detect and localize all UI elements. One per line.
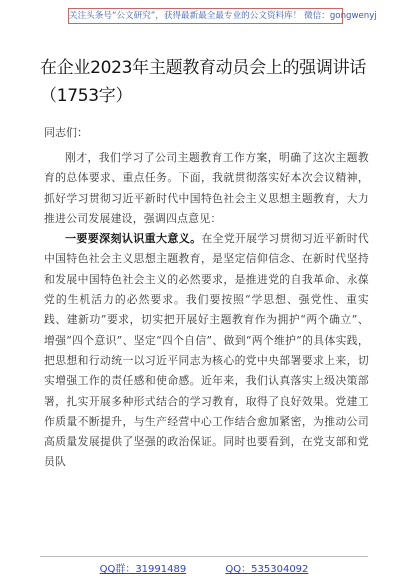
footer — [0, 560, 408, 575]
footer-divider — [40, 556, 368, 557]
document-title: 在企业2023年主题教育动员会上的强调讲话（1753字） — [40, 58, 366, 106]
point-one-body: 在全党开展学习贯彻习近平新时代中国特色社会主义思想主题教育，是坚定信仰信念、在新时代坚持和发展中国特色社会主义的必然要求，是推进党的自我革命、永葆党的生机活力的必然要求。我们要按照“学思想、强党性、重实践、建新功”要求，切实把开展好主题教育作为拥护“两个确立”、增强“四个意识”、坚定“四个自信”、做到“两个维护”的具体实践，把思想和行动统一以习近平同志为核心的党中央部署要求上来，切实增强工作的责任感和使命感。近年来，我们认真落实上级决策部署，扎实开展多种形式结合的学习教育，取得了良好效果。党建工作质量不断提升，与生产经营中心工作结合愈加紧密，为推动公司高质量发展提供了坚强的政治保证。同时也要看到，在党支部和党员队 — [44, 232, 369, 469]
point-one-heading: 一要要深刻认识重大意义。 — [65, 232, 202, 246]
footer-qq[interactable]: QQ：535304092 — [225, 564, 309, 575]
paragraph-intro: 刚才，我们学习了公司主题教育工作方案，明确了这次主题教育的总体要求、重点任务。下面，我就贯彻落实好本次会议精神，抓好学习贯彻习近平新时代中国特色社会主义思想主题教育，大力推进公司发展建设，强调四点意见： — [44, 151, 369, 225]
header-note: 关注头条号“公文研究”，获得最新最全最专业的公文资料库！ 微信：gongwenyj — [68, 8, 343, 24]
footer-qq-group[interactable]: QQ群：31991489 — [99, 564, 187, 575]
salutation: 同志们： — [44, 126, 88, 139]
document-body — [44, 148, 369, 473]
paragraph-point-one — [44, 229, 369, 473]
